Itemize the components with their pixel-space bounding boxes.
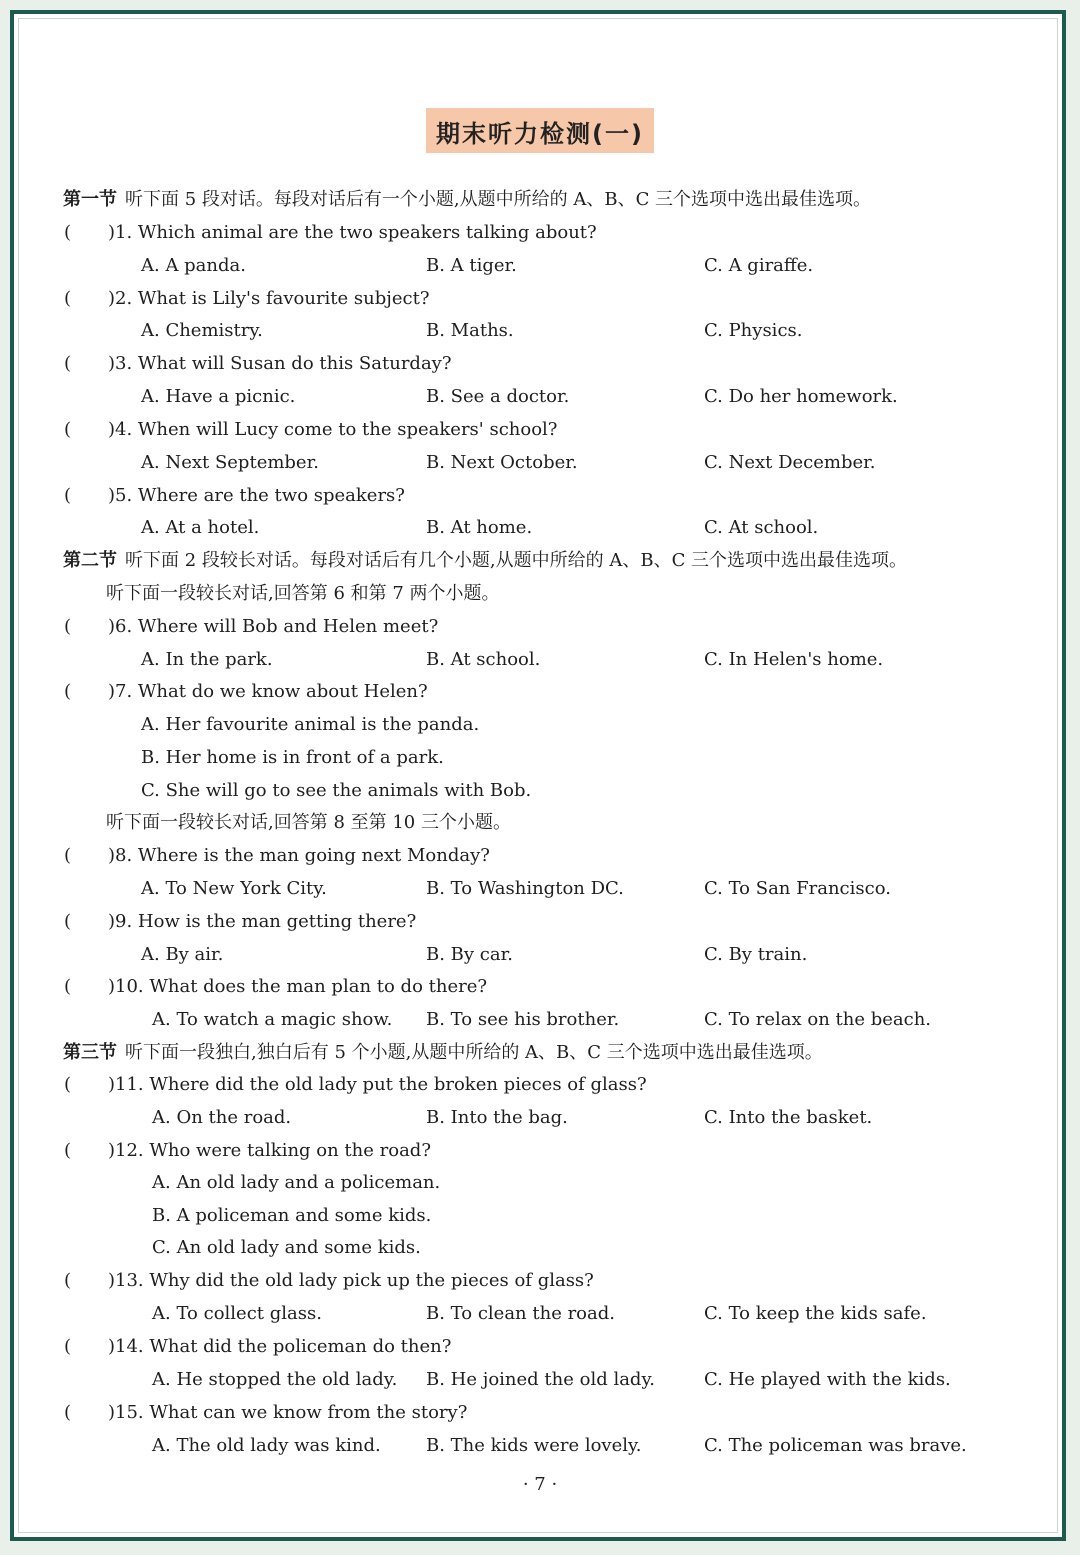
- sub-instruction-1: 听下面一段较长对话,回答第 6 和第 7 两个小题。: [106, 583, 500, 604]
- option-a: A. To collect glass.: [152, 1303, 322, 1324]
- option-a: A. On the road.: [152, 1107, 292, 1128]
- section-2-label: 第二节: [63, 550, 117, 571]
- option-b: B. At school.: [426, 649, 541, 670]
- option-c: C. The policeman was brave.: [704, 1435, 967, 1456]
- option-c: C. He played with the kids.: [704, 1369, 951, 1390]
- question-text: )3. What will Susan do this Saturday?: [108, 353, 452, 374]
- option-a: A. He stopped the old lady.: [152, 1369, 398, 1390]
- option-a: A. To New York City.: [141, 878, 327, 899]
- section-1-text: 听下面 5 段对话。每段对话后有一个小题,从题中所给的 A、B、C 三个选项中选出最佳选项。: [125, 189, 872, 210]
- option-a: A. In the park.: [141, 649, 273, 670]
- option-c: C. By train.: [704, 944, 808, 965]
- sub-instruction-2: 听下面一段较长对话,回答第 8 至第 10 三个小题。: [106, 812, 511, 833]
- option-a: A. Next September.: [141, 452, 319, 473]
- question-text: )2. What is Lily's favourite subject?: [108, 288, 430, 309]
- title-wrap: [0, 108, 1080, 153]
- option-c: C. Into the basket.: [704, 1107, 873, 1128]
- answer-blank[interactable]: (: [64, 1270, 72, 1291]
- option-b: B. A tiger.: [426, 255, 517, 276]
- section-1-label: 第一节: [63, 189, 117, 210]
- option-b: B. A policeman and some kids.: [152, 1205, 432, 1226]
- option-a: A. Chemistry.: [141, 320, 263, 341]
- option-b: B. The kids were lovely.: [426, 1435, 642, 1456]
- option-c: C. At school.: [704, 517, 819, 538]
- option-b: B. To clean the road.: [426, 1303, 615, 1324]
- question-text: )7. What do we know about Helen?: [108, 681, 428, 702]
- option-b: B. To Washington DC.: [426, 878, 624, 899]
- question-text: )8. Where is the man going next Monday?: [108, 845, 490, 866]
- question-text: )13. Why did the old lady pick up the pieces of glass?: [108, 1270, 594, 1291]
- question-text: )11. Where did the old lady put the broken pieces of glass?: [108, 1074, 647, 1095]
- option-c: C. To San Francisco.: [704, 878, 891, 899]
- answer-blank[interactable]: (: [64, 976, 72, 997]
- option-b: B. By car.: [426, 944, 513, 965]
- section-2-instruction: [63, 549, 907, 573]
- answer-blank[interactable]: (: [64, 1140, 72, 1161]
- answer-blank[interactable]: (: [64, 485, 72, 506]
- answer-blank[interactable]: (: [64, 845, 72, 866]
- option-a: A. By air.: [141, 944, 224, 965]
- answer-blank[interactable]: (: [64, 288, 72, 309]
- question-text: )6. Where will Bob and Helen meet?: [108, 616, 439, 637]
- answer-blank[interactable]: (: [64, 616, 72, 637]
- answer-blank[interactable]: (: [64, 1402, 72, 1423]
- option-a: A. At a hotel.: [141, 517, 260, 538]
- question-text: )4. When will Lucy come to the speakers' school?: [108, 419, 558, 440]
- option-a: A. The old lady was kind.: [152, 1435, 381, 1456]
- option-c: C. Next December.: [704, 452, 876, 473]
- answer-blank[interactable]: (: [64, 1074, 72, 1095]
- option-c: C. Physics.: [704, 320, 803, 341]
- page-number: · 7 ·: [522, 1474, 558, 1495]
- option-b: B. Maths.: [426, 320, 514, 341]
- section-3-label: 第三节: [63, 1042, 117, 1063]
- question-text: )14. What did the policeman do then?: [108, 1336, 452, 1357]
- page-title: 期末听力检测(一): [426, 108, 654, 153]
- question-text: )10. What does the man plan to do there?: [108, 976, 488, 997]
- option-c: C. To relax on the beach.: [704, 1009, 932, 1030]
- option-b: B. Into the bag.: [426, 1107, 568, 1128]
- option-c: C. Do her homework.: [704, 386, 898, 407]
- answer-blank[interactable]: (: [64, 419, 72, 440]
- option-a: A. An old lady and a policeman.: [152, 1172, 441, 1193]
- option-c: C. To keep the kids safe.: [704, 1303, 927, 1324]
- question-text: )5. Where are the two speakers?: [108, 485, 405, 506]
- answer-blank[interactable]: (: [64, 1336, 72, 1357]
- option-c: C. In Helen's home.: [704, 649, 884, 670]
- section-1-instruction: [63, 188, 871, 212]
- option-b: B. At home.: [426, 517, 533, 538]
- section-3-text: 听下面一段独白,独白后有 5 个小题,从题中所给的 A、B、C 三个选项中选出最佳选项。: [125, 1042, 823, 1063]
- option-b: B. See a doctor.: [426, 386, 570, 407]
- option-a: A. Her favourite animal is the panda.: [141, 714, 480, 735]
- section-3-instruction: [63, 1041, 823, 1065]
- question-text: )12. Who were talking on the road?: [108, 1140, 431, 1161]
- answer-blank[interactable]: (: [64, 353, 72, 374]
- option-a: A. To watch a magic show.: [152, 1009, 393, 1030]
- question-text: )9. How is the man getting there?: [108, 911, 417, 932]
- section-2-text: 听下面 2 段较长对话。每段对话后有几个小题,从题中所给的 A、B、C 三个选项中选出最佳选项。: [125, 550, 908, 571]
- question-text: )1. Which animal are the two speakers talking about?: [108, 222, 597, 243]
- answer-blank[interactable]: (: [64, 911, 72, 932]
- option-b: B. Next October.: [426, 452, 578, 473]
- question-text: )15. What can we know from the story?: [108, 1402, 468, 1423]
- option-b: B. He joined the old lady.: [426, 1369, 655, 1390]
- option-c: C. She will go to see the animals with Bob.: [141, 780, 532, 801]
- option-c: C. A giraffe.: [704, 255, 814, 276]
- option-a: A. A panda.: [141, 255, 246, 276]
- answer-blank[interactable]: (: [64, 681, 72, 702]
- option-c: C. An old lady and some kids.: [152, 1237, 421, 1258]
- option-a: A. Have a picnic.: [141, 386, 296, 407]
- option-b: B. To see his brother.: [426, 1009, 620, 1030]
- option-b: B. Her home is in front of a park.: [141, 747, 444, 768]
- answer-blank[interactable]: (: [64, 222, 72, 243]
